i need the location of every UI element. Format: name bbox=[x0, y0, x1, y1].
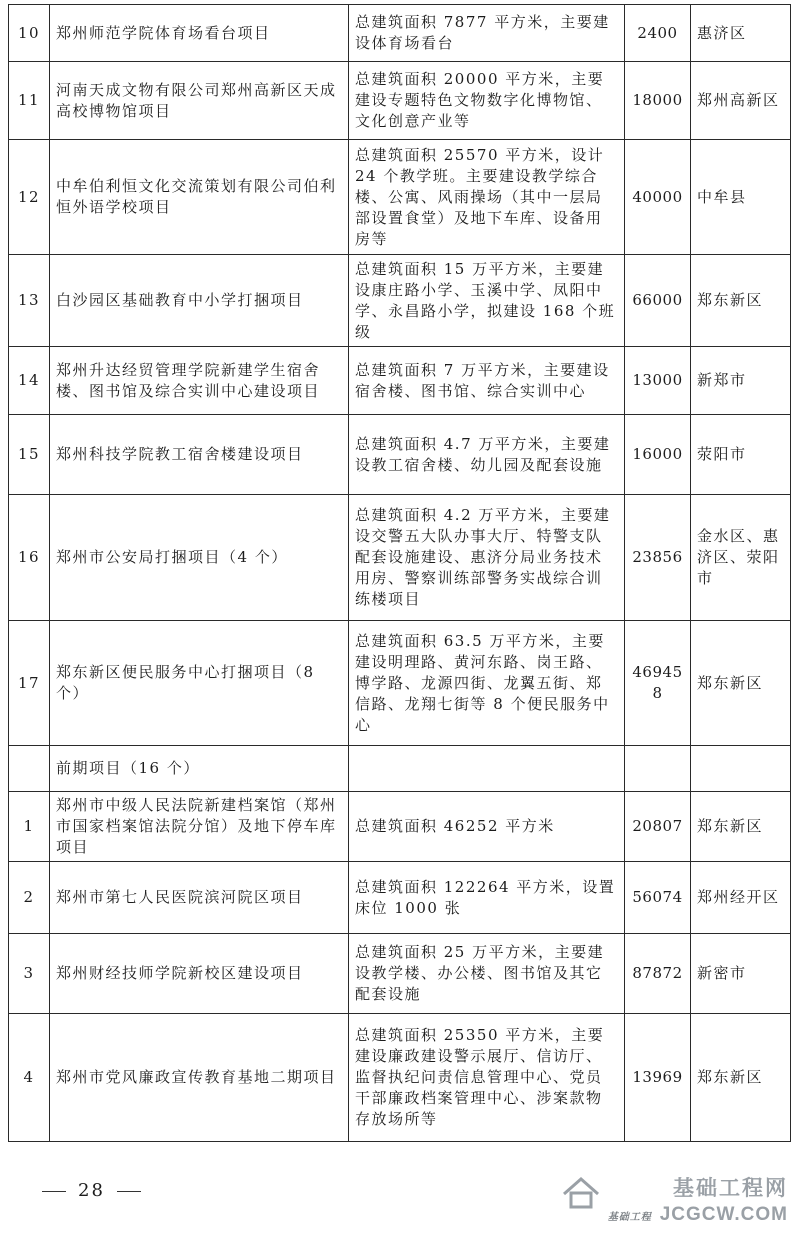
page-number-text: 28 bbox=[78, 1180, 105, 1201]
table-row bbox=[9, 792, 791, 862]
row-number: 2 bbox=[9, 862, 50, 934]
project-name: 郑州师范学院体育场看台项目 bbox=[50, 5, 349, 62]
house-logo-icon bbox=[562, 1176, 600, 1210]
row-number: 17 bbox=[9, 621, 50, 746]
construction-scale: 总建筑面积 63.5 万平方米，主要建设明理路、黄河东路、岗王路、博学路、龙源四街、龙翼五街、郑信路、龙翔七街等 8 个便民服务中心 bbox=[349, 621, 625, 746]
dash-left bbox=[42, 1191, 66, 1192]
location: 郑东新区 bbox=[691, 792, 791, 862]
row-number: 3 bbox=[9, 934, 50, 1014]
row-number: 12 bbox=[9, 140, 50, 255]
construction-scale: 总建筑面积 4.2 万平方米，主要建设交警五大队办事大厅、特警支队配套设施建设、惠济分局业务技术用房、警察训练部警务实战综合训练楼项目 bbox=[349, 495, 625, 621]
row-number: 10 bbox=[9, 5, 50, 62]
table-row bbox=[9, 5, 791, 62]
section-header-row bbox=[9, 746, 791, 792]
location: 郑东新区 bbox=[691, 1014, 791, 1142]
table-row bbox=[9, 1014, 791, 1142]
project-name: 郑州升达经贸管理学院新建学生宿舍楼、图书馆及综合实训中心建设项目 bbox=[50, 347, 349, 415]
investment-amount bbox=[625, 746, 691, 792]
row-number: 14 bbox=[9, 347, 50, 415]
dash-right bbox=[117, 1191, 141, 1192]
row-number: 16 bbox=[9, 495, 50, 621]
project-name: 郑州财经技师学院新校区建设项目 bbox=[50, 934, 349, 1014]
watermark-domain: JCGCW.COM bbox=[659, 1204, 788, 1225]
location: 郑州高新区 bbox=[691, 62, 791, 140]
construction-scale bbox=[349, 746, 625, 792]
project-name: 郑州市党风廉政宣传教育基地二期项目 bbox=[50, 1014, 349, 1142]
investment-amount: 469458 bbox=[625, 621, 691, 746]
site-watermark bbox=[608, 1172, 788, 1226]
project-name: 河南天成文物有限公司郑州高新区天成高校博物馆项目 bbox=[50, 62, 349, 140]
construction-scale: 总建筑面积 25 万平方米，主要建设教学楼、办公楼、图书馆及其它配套设施 bbox=[349, 934, 625, 1014]
investment-amount: 13000 bbox=[625, 347, 691, 415]
investment-amount: 2400 bbox=[625, 5, 691, 62]
table-row bbox=[9, 934, 791, 1014]
location: 金水区、惠济区、荥阳市 bbox=[691, 495, 791, 621]
investment-amount: 18000 bbox=[625, 62, 691, 140]
project-name: 郑东新区便民服务中心打捆项目（8 个） bbox=[50, 621, 349, 746]
location bbox=[691, 746, 791, 792]
project-name: 中牟伯利恒文化交流策划有限公司伯利恒外语学校项目 bbox=[50, 140, 349, 255]
location: 惠济区 bbox=[691, 5, 791, 62]
construction-scale: 总建筑面积 4.7 万平方米，主要建设教工宿舍楼、幼儿园及配套设施 bbox=[349, 415, 625, 495]
project-table bbox=[8, 4, 791, 1142]
table-row bbox=[9, 621, 791, 746]
row-number: 11 bbox=[9, 62, 50, 140]
table-row bbox=[9, 255, 791, 347]
investment-amount: 16000 bbox=[625, 415, 691, 495]
construction-scale: 总建筑面积 46252 平方米 bbox=[349, 792, 625, 862]
location: 中牟县 bbox=[691, 140, 791, 255]
construction-scale: 总建筑面积 15 万平方米，主要建设康庄路小学、玉溪中学、凤阳中学、永昌路小学，拟建设 168 个班级 bbox=[349, 255, 625, 347]
investment-amount: 20807 bbox=[625, 792, 691, 862]
location: 郑州经开区 bbox=[691, 862, 791, 934]
project-name: 郑州市中级人民法院新建档案馆（郑州市国家档案馆法院分馆）及地下停车库项目 bbox=[50, 792, 349, 862]
watermark-site-name: 基础工程网 bbox=[673, 1177, 788, 1200]
row-number: 13 bbox=[9, 255, 50, 347]
project-name: 白沙园区基础教育中小学打捆项目 bbox=[50, 255, 349, 347]
construction-scale: 总建筑面积 20000 平方米，主要建设专题特色文物数字化博物馆、文化创意产业等 bbox=[349, 62, 625, 140]
row-number: 4 bbox=[9, 1014, 50, 1142]
construction-scale: 总建筑面积 7 万平方米，主要建设宿舍楼、图书馆、综合实训中心 bbox=[349, 347, 625, 415]
investment-amount: 23856 bbox=[625, 495, 691, 621]
section-title: 前期项目（16 个） bbox=[50, 746, 349, 792]
location: 新密市 bbox=[691, 934, 791, 1014]
table-row bbox=[9, 347, 791, 415]
row-number: 15 bbox=[9, 415, 50, 495]
project-name: 郑州市第七人民医院滨河院区项目 bbox=[50, 862, 349, 934]
table-row bbox=[9, 140, 791, 255]
table-row bbox=[9, 415, 791, 495]
investment-amount: 56074 bbox=[625, 862, 691, 934]
table-row bbox=[9, 862, 791, 934]
construction-scale: 总建筑面积 7877 平方米，主要建设体育场看台 bbox=[349, 5, 625, 62]
table-row bbox=[9, 495, 791, 621]
investment-amount: 87872 bbox=[625, 934, 691, 1014]
location: 郑东新区 bbox=[691, 621, 791, 746]
row-number: 1 bbox=[9, 792, 50, 862]
project-name: 郑州市公安局打捆项目（4 个） bbox=[50, 495, 349, 621]
construction-scale: 总建筑面积 25350 平方米，主要建设廉政建设警示展厅、信访厅、监督执纪问责信息管理中心、党员干部廉政档案管理中心、涉案款物存放场所等 bbox=[349, 1014, 625, 1142]
investment-amount: 66000 bbox=[625, 255, 691, 347]
watermark-small-text: 基础工程 bbox=[607, 1212, 652, 1223]
location: 郑东新区 bbox=[691, 255, 791, 347]
construction-scale: 总建筑面积 25570 平方米，设计 24 个教学班。主要建设教学综合楼、公寓、风雨操场（其中一层局部设置食堂）及地下车库、设备用房等 bbox=[349, 140, 625, 255]
project-name: 郑州科技学院教工宿舍楼建设项目 bbox=[50, 415, 349, 495]
location: 荥阳市 bbox=[691, 415, 791, 495]
page-number bbox=[30, 1180, 153, 1201]
table-row bbox=[9, 62, 791, 140]
investment-amount: 40000 bbox=[625, 140, 691, 255]
location: 新郑市 bbox=[691, 347, 791, 415]
construction-scale: 总建筑面积 122264 平方米，设置床位 1000 张 bbox=[349, 862, 625, 934]
investment-amount: 13969 bbox=[625, 1014, 691, 1142]
row-number bbox=[9, 746, 50, 792]
